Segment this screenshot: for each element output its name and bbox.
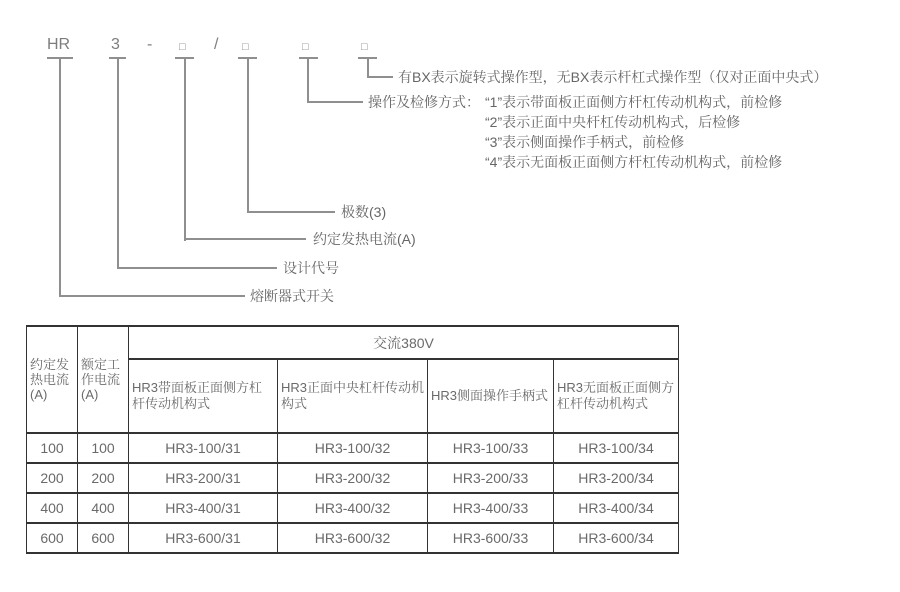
connector-line-thermal [184, 57, 186, 241]
model-cell: HR3-600/33 [428, 523, 554, 553]
model-cell: HR3-200/32 [278, 463, 428, 493]
connector-elbow-switch [59, 295, 245, 297]
connector-elbow-thermal [184, 238, 306, 240]
model-cell: HR3-600/32 [278, 523, 428, 553]
connector-elbow-design [117, 267, 277, 269]
model-cell: HR3-400/33 [428, 493, 554, 523]
thermal-cell: 100 [27, 433, 78, 463]
bx-note-label: 有BX表示旋转式操作型，无BX表示杆杠式操作型（仅对正面中央式） [398, 69, 828, 85]
connector-line-operation [307, 57, 309, 103]
model-cell: HR3-400/34 [554, 493, 679, 523]
connector-line-switch [59, 57, 61, 297]
model-cell: HR3-400/32 [278, 493, 428, 523]
rated-cell: 400 [78, 493, 129, 523]
model-cell: HR3-100/32 [278, 433, 428, 463]
model-cell: HR3-200/33 [428, 463, 554, 493]
header-variant-4: HR3无面板正面侧方杠杆传动机构式 [554, 359, 679, 433]
model-cell: HR3-600/31 [129, 523, 278, 553]
table-row [27, 523, 679, 553]
table-row [27, 493, 679, 523]
connector-elbow-poles [247, 211, 335, 213]
thermal-cell: 200 [27, 463, 78, 493]
thermal-label: 约定发热电流(A) [313, 231, 416, 247]
connector-line-design [117, 57, 119, 269]
table-row [27, 463, 679, 493]
design-label: 设计代号 [283, 260, 339, 276]
spec-table [26, 325, 679, 554]
code-part-dash: - [147, 36, 153, 53]
operation-item-2: “2”表示正面中央杆杠传动机构式，后检修 [485, 114, 741, 130]
table-row [27, 433, 679, 463]
code-part-series: HR [47, 36, 71, 53]
code-box-poles: □ [242, 41, 249, 53]
header-voltage-group: 交流380V [129, 326, 679, 359]
model-cell: HR3-600/34 [554, 523, 679, 553]
operation-item-4: “4”表示无面板正面侧方杆杠传动机构式，前检修 [485, 154, 783, 170]
header-variant-3: HR3侧面操作手柄式 [428, 359, 554, 433]
header-rated-current: 额定工作电流(A) [78, 326, 129, 433]
connector-elbow-bx [367, 76, 393, 78]
model-cell: HR3-100/31 [129, 433, 278, 463]
switch-label: 熔断器式开关 [250, 288, 334, 304]
code-part-design: 3 [111, 36, 120, 53]
thermal-cell: 600 [27, 523, 78, 553]
connector-elbow-operation [307, 101, 363, 103]
operation-item-3: “3”表示侧面操作手柄式，前检修 [485, 134, 685, 150]
poles-label: 极数(3) [341, 204, 387, 220]
code-box-current: □ [179, 41, 186, 53]
model-cell: HR3-400/31 [129, 493, 278, 523]
code-box-bx: □ [361, 41, 368, 53]
connector-line-bx [367, 57, 369, 78]
code-box-operation: □ [302, 41, 309, 53]
header-variant-2: HR3正面中央杠杆传动机构式 [278, 359, 428, 433]
connector-line-poles [247, 57, 249, 213]
model-cell: HR3-200/34 [554, 463, 679, 493]
operation-label-line1 [368, 92, 782, 112]
model-cell: HR3-100/34 [554, 433, 679, 463]
operation-item-1: “1”表示带面板正面侧方杆杠传动机构式，前检修 [485, 94, 783, 110]
table-header-row-1 [27, 326, 679, 359]
thermal-cell: 400 [27, 493, 78, 523]
rated-cell: 100 [78, 433, 129, 463]
operation-prefix: 操作及检修方式： [368, 94, 480, 110]
rated-cell: 200 [78, 463, 129, 493]
model-cell: HR3-100/33 [428, 433, 554, 463]
model-cell: HR3-200/31 [129, 463, 278, 493]
code-part-slash: / [214, 36, 219, 53]
rated-cell: 600 [78, 523, 129, 553]
header-variant-1: HR3带面板正面侧方杠杆传动机构式 [129, 359, 278, 433]
header-thermal-current: 约定发热电流(A) [27, 326, 78, 433]
